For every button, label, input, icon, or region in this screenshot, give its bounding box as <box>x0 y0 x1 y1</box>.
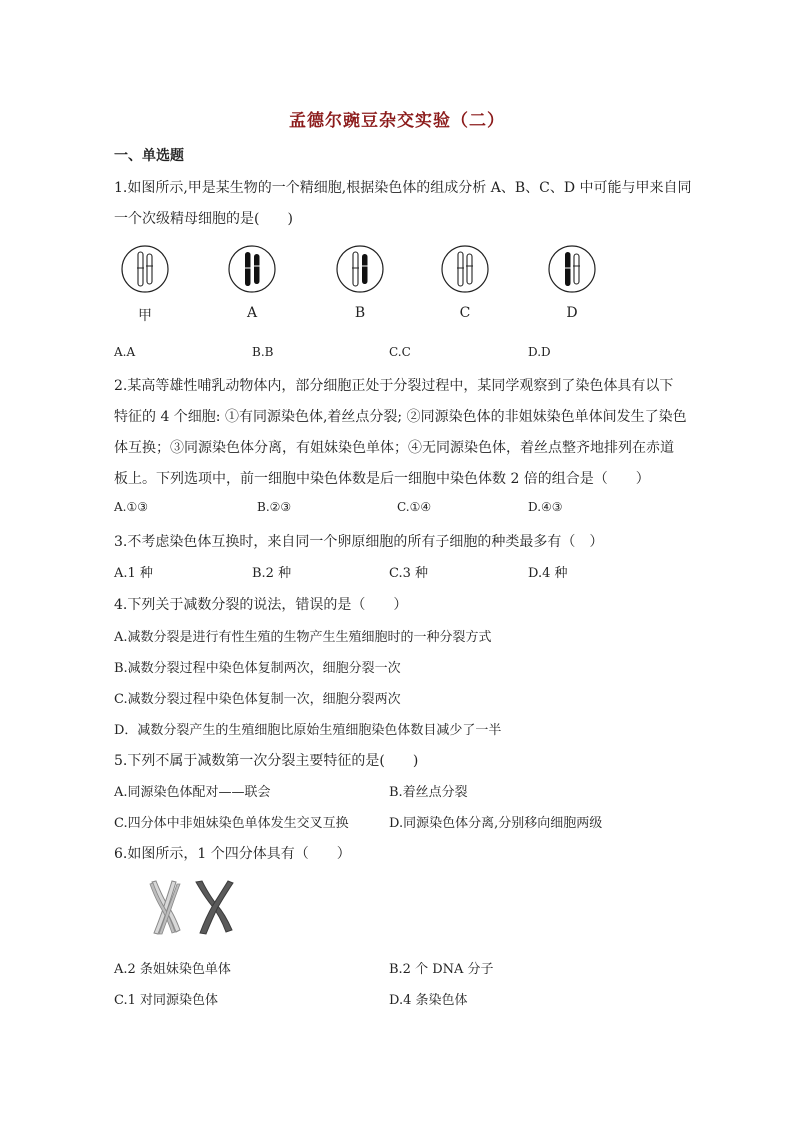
q3-stem: 3.不考虑染色体互换时，来自同一个卵原细胞的所有子细胞的种类最多有（ ） <box>114 534 604 550</box>
cell-label-a: A <box>246 305 258 321</box>
q5-stem: 5.下列不属于减数第一次分裂主要特征的是( ) <box>114 753 419 769</box>
q3-option-d: D.4 种 <box>528 566 568 581</box>
tetrad-figure <box>142 878 238 936</box>
q4-option-d: D．减数分裂产生的生殖细胞比原始生殖细胞染色体数目减少了一半 <box>114 723 502 738</box>
q5-option-c: C.四分体中非姐妹染色单体发生交叉互换 <box>114 816 349 831</box>
cell-a-figure <box>227 244 277 294</box>
q1-option-a: A.A <box>114 345 136 359</box>
q6-option-c: C.1 对同源染色体 <box>114 993 219 1008</box>
q2-option-a: A.①③ <box>114 500 148 514</box>
page-title: 孟德尔豌豆杂交实验（二） <box>289 111 505 131</box>
q6-stem: 6.如图所示，1 个四分体具有（ ） <box>114 846 351 862</box>
q2-option-b: B.②③ <box>257 500 292 514</box>
q3-option-a: A.1 种 <box>114 566 153 581</box>
q4-option-a: A.减数分裂是进行有性生殖的生物产生生殖细胞时的一种分裂方式 <box>114 630 492 645</box>
q1-option-c: C.C <box>389 345 411 359</box>
cell-c-figure <box>440 244 490 294</box>
q4-option-b: B.减数分裂过程中染色体复制两次，细胞分裂一次 <box>114 661 401 676</box>
q4-option-c: C.减数分裂过程中染色体复制一次，细胞分裂两次 <box>114 692 401 707</box>
q6-option-a: A.2 条姐妹染色单体 <box>114 962 231 977</box>
q3-option-c: C.3 种 <box>389 566 429 581</box>
q3-option-b: B.2 种 <box>252 566 292 581</box>
q6-option-b: B.2 个 DNA 分子 <box>389 962 494 977</box>
cell-label-jia: 甲 <box>138 308 152 324</box>
q1-stem-line1: 1.如图所示,甲是某生物的一个精细胞,根据染色体的组成分析 A、B、C、D 中可能与甲来自同 <box>114 180 692 196</box>
cell-label-c: C <box>459 305 471 321</box>
q2-stem-line2: 特征的 4 个细胞: ①有同源染色体,着丝点分裂; ②同源染色体的非姐妹染色单体间发生了染色 <box>114 409 687 425</box>
q1-option-d: D.D <box>528 345 551 359</box>
q1-option-b: B.B <box>252 345 274 359</box>
q2-stem-line1: 2.某高等雄性哺乳动物体内，部分细胞正处于分裂过程中，某同学观察到了染色体具有以下 <box>114 378 674 394</box>
q2-option-c: C.①④ <box>397 500 432 514</box>
cell-label-d: D <box>566 305 578 321</box>
q5-option-b: B.着丝点分裂 <box>389 785 468 800</box>
cell-d-figure <box>547 244 597 294</box>
q6-option-d: D.4 条染色体 <box>389 993 468 1008</box>
section-heading: 一、单选题 <box>114 148 184 164</box>
q2-stem-line3: 体互换；③同源染色体分离，有姐妹染色单体；④无同源染色体，着丝点整齐地排列在赤道 <box>114 440 674 456</box>
cell-b-figure <box>335 244 385 294</box>
q1-stem-line2: 一个次级精母细胞的是( ) <box>114 211 293 227</box>
cell-label-b: B <box>354 305 366 321</box>
q4-stem: 4.下列关于减数分裂的说法，错误的是（ ） <box>114 597 408 613</box>
cell-jia-figure <box>120 244 170 294</box>
q2-option-d: D.④③ <box>528 500 563 514</box>
q2-stem-line4: 板上。下列选项中，前一细胞中染色体数是后一细胞中染色体数 2 倍的组合是（ ） <box>114 471 650 487</box>
q5-option-a: A.同源染色体配对——联会 <box>114 785 271 800</box>
q5-option-d: D.同源染色体分离,分别移向细胞两级 <box>389 816 603 831</box>
